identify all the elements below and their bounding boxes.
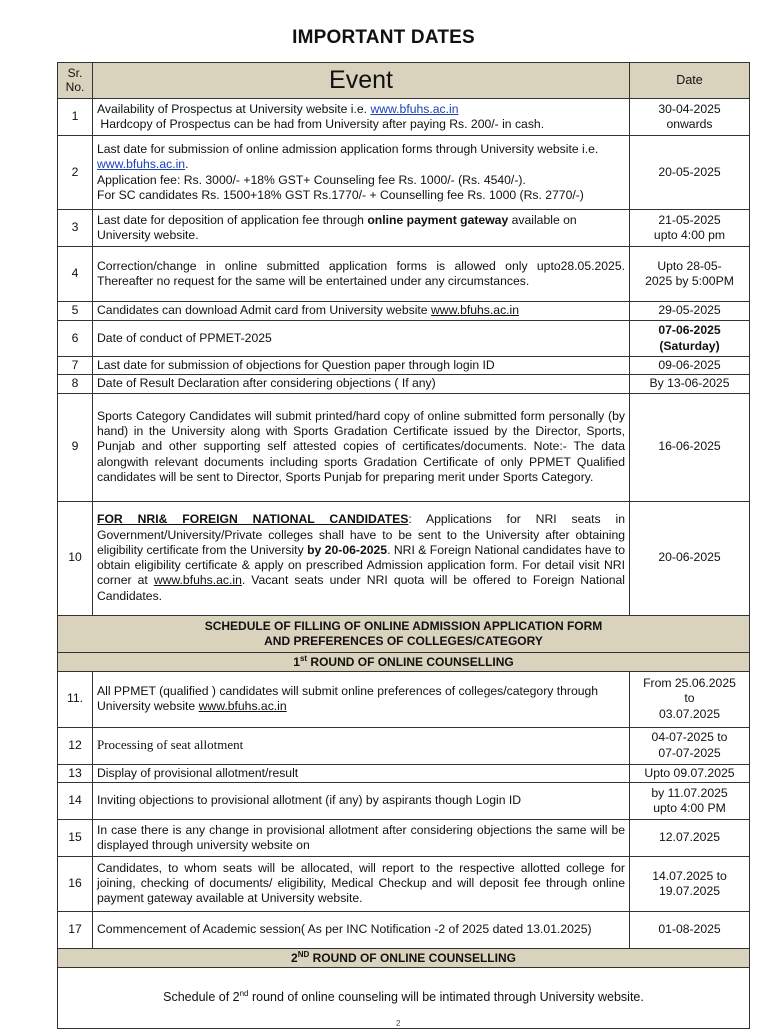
row-event <box>93 501 630 615</box>
schedule-heading-line: SCHEDULE OF FILLING OF ONLINE ADMISSION APPLICATION FORM <box>204 618 603 633</box>
row-date: Upto 09.07.2025 <box>630 764 750 782</box>
table-row <box>58 375 750 393</box>
row-sr-no: 2 <box>58 136 93 210</box>
row-sr-no: 3 <box>58 210 93 247</box>
header-row <box>58 63 750 99</box>
row-event <box>93 210 630 247</box>
row-sr-no: 17 <box>58 911 93 948</box>
event-bold-text: by 20-06-2025 <box>307 542 388 557</box>
row-sr-no: 9 <box>58 393 93 501</box>
table-row <box>58 136 750 210</box>
round-ordinal: st <box>299 653 308 663</box>
important-dates-table <box>57 62 750 1029</box>
row-date: 20-05-2025 <box>630 136 750 210</box>
footnote-row <box>58 967 750 1028</box>
table-row <box>58 856 750 911</box>
round-ordinal: ND <box>297 949 310 959</box>
row-event <box>93 671 630 727</box>
event-text: available on University website. <box>97 212 577 242</box>
date-line: 19.07.2025 <box>659 883 720 898</box>
event-text: Last date for submission of online admission application forms through University website i.e. <box>97 142 599 156</box>
date-line: 14.07.2025 to <box>652 868 727 883</box>
row-sr-no: 11. <box>58 671 93 727</box>
table-row <box>58 782 750 819</box>
table-row <box>58 393 750 501</box>
date-line: 2025 by 5:00PM <box>645 274 734 288</box>
row-event <box>93 136 630 210</box>
table-row <box>58 99 750 136</box>
schedule-heading-row <box>58 615 750 652</box>
footnote-ordinal: nd <box>239 989 249 999</box>
table-row <box>58 247 750 302</box>
date-line: upto 4:00 PM <box>653 800 726 815</box>
row-sr-no: 16 <box>58 856 93 911</box>
row-event <box>93 302 630 321</box>
header-date: Date <box>630 63 750 99</box>
row-date <box>630 727 750 764</box>
row-sr-no: 13 <box>58 764 93 782</box>
row-event: Inviting objections to provisional allotment (if any) by aspirants though Login ID <box>93 782 630 819</box>
date-line: onwards <box>666 117 713 131</box>
university-website-link[interactable]: www.bfuhs.ac.in <box>198 699 287 713</box>
footnote-text: round of online counseling will be intimated through University website. <box>248 990 644 1005</box>
row-date <box>630 247 750 302</box>
round-2-footnote <box>58 967 750 1028</box>
round-2-heading <box>58 948 750 967</box>
row-date <box>630 782 750 819</box>
row-date: 29-05-2025 <box>630 302 750 321</box>
event-text: : Applications for NRI seats in Government/University/Private colleges shall have to be sent to the University after obtaining eligibility certificate from the University <box>97 512 626 557</box>
row-date <box>630 99 750 136</box>
page-number: 2 <box>396 1019 401 1028</box>
row-date: 09-06-2025 <box>630 357 750 375</box>
nri-heading: FOR NRI& FOREIGN NATIONAL CANDIDATES <box>97 512 409 527</box>
round-number: 2 <box>291 950 298 965</box>
round-number: 1 <box>293 654 300 669</box>
row-sr-no: 6 <box>58 321 93 357</box>
row-sr-no: 5 <box>58 302 93 321</box>
row-sr-no: 12 <box>58 727 93 764</box>
event-text: Availability of Prospectus at University website i.e. <box>97 101 371 116</box>
date-line: by 11.07.2025 <box>651 785 728 800</box>
sc-fee-text: For SC candidates Rs. 1500+18% GST Rs.1770/- + Counselling fee Rs. 1000 (Rs. 2770/-) <box>97 187 584 202</box>
event-text: . NRI & Foreign National candidates have to obtain eligibility certificate & apply on prescribed Admission application form. For detail visit NRI corner at <box>97 542 626 588</box>
schedule-heading <box>58 615 750 652</box>
header-event: Event <box>93 63 630 99</box>
row-event: In case there is any change in provisional allotment after considering objections the same will be displayed through university website on <box>93 819 630 856</box>
round-1-heading <box>58 652 750 671</box>
event-text: Hardcopy of Prospectus can be had from University after paying Rs. 200/- in cash. <box>100 117 545 131</box>
table-row <box>58 321 750 357</box>
date-line: 30-04-2025 <box>658 101 721 116</box>
university-website-link[interactable]: www.bfuhs.ac.in <box>430 303 520 318</box>
event-bold-text: online payment gateway <box>367 212 509 227</box>
round-heading-text: ROUND OF ONLINE COUNSELLING <box>309 950 516 965</box>
row-date <box>630 856 750 911</box>
row-sr-no: 10 <box>58 501 93 615</box>
row-date: 01-08-2025 <box>630 911 750 948</box>
table-row <box>58 671 750 727</box>
university-website-link[interactable]: www.bfuhs.ac.in <box>153 573 242 588</box>
event-text: . <box>185 157 189 172</box>
row-date <box>630 671 750 727</box>
round-1-heading-row <box>58 652 750 671</box>
round-2-heading-row <box>58 948 750 967</box>
date-line: 03.07.2025 <box>659 706 720 721</box>
header-sr-no: Sr. No. <box>58 63 93 99</box>
row-event: Date of Result Declaration after considering objections ( If any) <box>93 375 630 393</box>
row-sr-no: 1 <box>58 99 93 136</box>
event-text: Last date for deposition of application fee through <box>97 212 368 227</box>
row-event: Date of conduct of PPMET-2025 <box>93 321 630 357</box>
table-row <box>58 357 750 375</box>
row-sr-no: 14 <box>58 782 93 819</box>
table-row <box>58 911 750 948</box>
event-text: . Vacant seats under NRI quota will be offered to Foreign National Candidates. <box>97 573 625 603</box>
date-line: From 25.06.2025 <box>643 676 736 691</box>
page-title: IMPORTANT DATES <box>292 27 475 48</box>
row-event: Candidates, to whom seats will be allocated, will report to the respective allotted college for joining, checking of documents/ eligibility, Medical Checkup and will deposit fee through online payment gateway available at University website. <box>93 856 630 911</box>
row-event: Display of provisional allotment/result <box>93 764 630 782</box>
row-event <box>93 99 630 136</box>
footnote-text: Schedule of 2 <box>163 990 240 1005</box>
row-event: Correction/change in online submitted application forms is allowed only upto28.05.2025. Thereafter no request for the same will be entertained under any circumstances. <box>93 247 630 302</box>
table-row <box>58 210 750 247</box>
table-row <box>58 819 750 856</box>
row-sr-no: 7 <box>58 357 93 375</box>
event-text: Candidates can download Admit card from University website <box>97 303 431 318</box>
row-date: 12.07.2025 <box>630 819 750 856</box>
row-date <box>630 321 750 357</box>
round-heading-text: ROUND OF ONLINE COUNSELLING <box>307 654 514 669</box>
application-fee-text: Application fee: Rs. 3000/- +18% GST+ Counseling fee Rs. 1000/- (Rs. 4540/-). <box>97 172 526 187</box>
event-text: All PPMET (qualified ) candidates will submit online preferences of colleges/category through University website <box>97 683 599 713</box>
schedule-heading-line: AND PREFERENCES OF COLLEGES/CATEGORY <box>264 633 543 648</box>
row-event: Sports Category Candidates will submit printed/hard copy of online submitted form personally (by hand) in the University along with Sports Gradation Certificate issued by the Director, Sports, Punjab and other supporting self attested copies of certificates/documents. Note:- The data alongwith relevant documents including sports Gradation Certificate of only PPMET Qualified candidates will be sent to Director, Sports Punjab for preparing merit under Sports Category. <box>93 393 630 501</box>
row-date: By 13-06-2025 <box>630 375 750 393</box>
row-date: 16-06-2025 <box>630 393 750 501</box>
row-sr-no: 15 <box>58 819 93 856</box>
row-event: Processing of seat allotment <box>93 727 630 764</box>
date-line: 07-06-2025 <box>658 323 721 338</box>
row-sr-no: 8 <box>58 375 93 393</box>
date-line: to <box>684 691 695 706</box>
date-line: upto 4:00 pm <box>653 228 726 242</box>
table-row <box>58 764 750 782</box>
row-date: 20-06-2025 <box>630 501 750 615</box>
row-event: Commencement of Academic session( As per INC Notification -2 of 2025 dated 13.01.2025) <box>93 911 630 948</box>
row-event: Last date for submission of objections for Question paper through login ID <box>93 357 630 375</box>
date-line: (Saturday) <box>659 338 720 353</box>
university-website-link[interactable]: www.bfuhs.ac.in <box>370 101 459 116</box>
table-row <box>58 302 750 321</box>
date-line: 07-07-2025 <box>658 745 721 760</box>
row-sr-no: 4 <box>58 247 93 302</box>
date-line: 04-07-2025 to <box>651 730 728 745</box>
table-row <box>58 501 750 615</box>
university-website-link[interactable]: www.bfuhs.ac.in <box>97 157 186 172</box>
date-line: Upto 28-05- <box>657 258 722 273</box>
date-line: 21-05-2025 <box>658 212 721 227</box>
row-date <box>630 210 750 247</box>
table-row <box>58 727 750 764</box>
